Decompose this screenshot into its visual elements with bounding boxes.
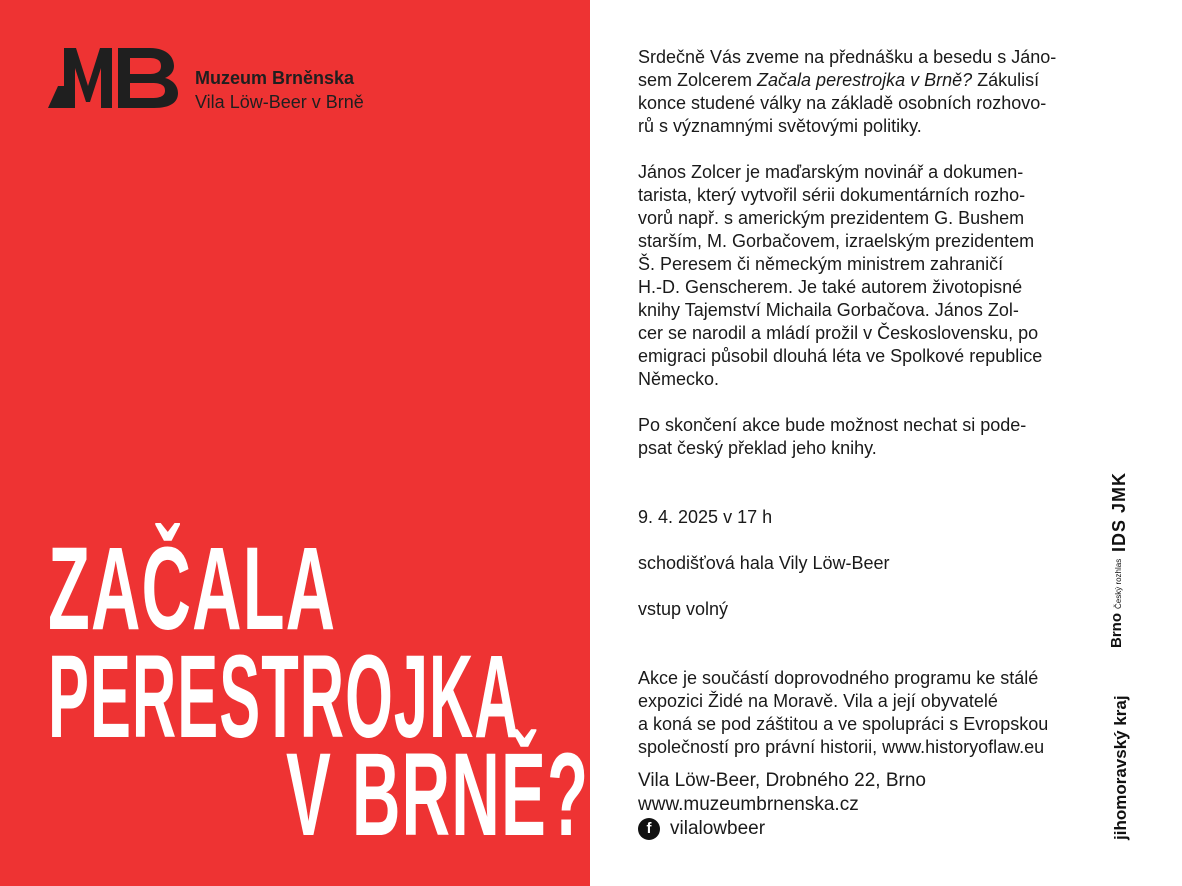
facebook-icon: f bbox=[638, 818, 660, 840]
address: Vila Löw-Beer, Drobného 22, Brno bbox=[638, 770, 926, 791]
intro-paragraph bbox=[638, 46, 1108, 138]
intro-text: Srdečně Vás zveme na přednášku a besedu s Jáno- sem Zolcerem bbox=[638, 47, 1057, 90]
facebook-link[interactable] bbox=[638, 817, 926, 841]
red-panel bbox=[0, 0, 590, 886]
website-link[interactable]: www.muzeumbrnenska.cz bbox=[638, 794, 859, 815]
event-date: 9. 4. 2025 v 17 h bbox=[638, 507, 773, 527]
title-line-3: V BRNĚ? bbox=[286, 729, 590, 861]
logo-text bbox=[195, 66, 364, 114]
title-line-2: PERESTROJKA bbox=[48, 631, 520, 763]
event-venue: schodišťová hala Vily Löw-Beer bbox=[638, 553, 890, 573]
event-details bbox=[638, 483, 1108, 644]
jihomoravsky-kraj-logo: jihomoravský kraj bbox=[1111, 695, 1130, 840]
facebook-handle: vilalowbeer bbox=[670, 818, 766, 839]
mb-logo-mark bbox=[46, 46, 180, 110]
intro-text-end: Zákulisí konce studené války na základě osobních rozhovo- rů s významnými světovými politiky. bbox=[638, 70, 1047, 136]
bio-paragraph: János Zolcer je maďarským novinář a dokumen- tarista, který vytvořil sérii dokumentárních rozho- vorů např. s americkým prezidentem G. Bushem starším, M. Gorbačovem, izraelským prezidentem Š. Peresem či německým ministrem zahraničí H.-D. Genscherem. Je také autorem životopisné knihy Tajemství Michaila Gorbačova. János Zol- cer se narodil a mládí prožil v Československu, po emigraci působil dlouhá léta ve Spolkové republice Německo. bbox=[638, 162, 1043, 389]
program-paragraph: Akce je součástí doprovodného programu ke stálé expozici Židé na Moravě. Vila a její obyvatelé a koná se pod záštitou a ve spolupráci s Evropskou společností pro právní historii, www.historyoflaw.eu bbox=[638, 668, 1049, 757]
museum-name: Muzeum Brněnska bbox=[195, 68, 355, 88]
cesky-rozhlas-logo: Český rozhlas bbox=[1114, 558, 1123, 609]
brno-logo-text: Brno bbox=[1108, 613, 1125, 648]
brno-logo bbox=[1108, 559, 1125, 648]
signing-paragraph: Po skončení akce bude možnost nechat si pode- psat český překlad jeho knihy. bbox=[638, 415, 1027, 458]
museum-logo bbox=[46, 46, 180, 110]
footer-contact bbox=[638, 769, 926, 841]
event-entry: vstup volný bbox=[638, 599, 729, 619]
event-description bbox=[638, 46, 1108, 782]
title-line-1: ZAČALA bbox=[48, 523, 337, 655]
museum-subtitle: Vila Löw-Beer v Brně bbox=[195, 92, 364, 112]
lecture-title: Začala perestrojka v Brně? bbox=[757, 70, 973, 90]
ids-jmk-logo: IDS JMK bbox=[1109, 471, 1129, 552]
